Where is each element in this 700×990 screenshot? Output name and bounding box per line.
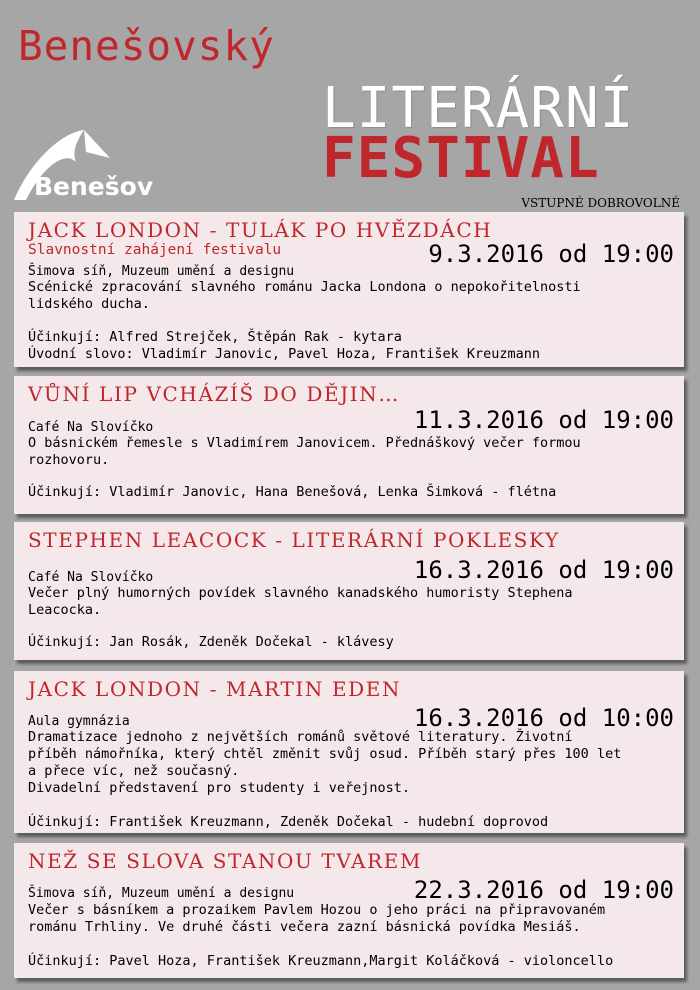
- event-description: O básnickém řemesle s Vladimírem Janovicem. Přednáškový večer formou rozhovoru.: [28, 435, 581, 468]
- event-venue: Café Na Slovíčko: [28, 570, 154, 585]
- event-description: Scénické zpracování slavného románu Jacka Londona o nepokořitelnosti lidského ducha.: [28, 279, 581, 312]
- event-venue: Šimova síň, Muzeum umění a designu: [28, 264, 295, 279]
- event-title: JACK LONDON - MARTIN EDEN: [28, 677, 402, 701]
- event-date: 11.3.2016 od 19:00: [413, 406, 674, 434]
- event-description: Dramatizace jednoho z největších románů světové literatury. Životní příběh námořníka, který chtěl změnit svůj osud. Příběh starý přes 100 let a přece víc, než současný. Divadelní představení pro studenty i veřejnost.: [28, 729, 622, 796]
- event-performers: Účinkují: František Kreuzmann, Zdeněk Dočekal - hudební doprovod: [28, 814, 549, 830]
- page-title-line3: FESTIVAL: [322, 126, 600, 191]
- event-date: 9.3.2016 od 19:00: [428, 240, 674, 268]
- logo-text: Benešov: [34, 172, 154, 201]
- event-venue: Aula gymnázia: [28, 714, 130, 729]
- event-venue: Šimova síň, Muzeum umění a designu: [28, 886, 295, 901]
- event-card-5: [14, 843, 684, 978]
- event-date: 16.3.2016 od 10:00: [413, 704, 674, 732]
- event-card-4: [14, 671, 684, 833]
- event-description: Večer s básníkem a prozaikem Pavlem Hozou o jeho práci na připravovaném románu Trhliny. Ve druhé části večera zazní básnická povídka Mesiáš.: [28, 902, 606, 935]
- event-card-1: [14, 212, 684, 367]
- event-card-3: [14, 522, 684, 660]
- entry-note: VSTUPNÉ DOBROVOLNÉ: [521, 196, 680, 210]
- event-performers: Účinkují: Pavel Hoza, František Kreuzmann,Margit Koláčková - violoncello: [28, 953, 614, 969]
- event-intro-speakers: Úvodní slovo: Vladimír Janovic, Pavel Hoza, František Kreuzmann: [28, 346, 541, 362]
- event-performers: Účinkují: Jan Rosák, Zdeněk Dočekal - klávesy: [28, 634, 394, 650]
- event-performers: Účinkují: Vladimír Janovic, Hana Benešová, Lenka Šimková - flétna: [28, 484, 557, 500]
- event-card-2: [14, 376, 684, 514]
- page-title-line2: LITERÁRNÍ: [322, 76, 635, 141]
- event-subtitle: Slavnostní zahájení festivalu: [28, 242, 282, 258]
- event-title: NEŽ SE SLOVA STANOU TVAREM: [28, 849, 423, 873]
- event-date: 16.3.2016 od 19:00: [413, 556, 674, 584]
- event-title: STEPHEN LEACOCK - LITERÁRNÍ POKLESKY: [28, 528, 560, 552]
- event-date: 22.3.2016 od 19:00: [413, 876, 674, 904]
- event-description: Večer plný humorných povídek slavného kanadského humoristy Stephena Leacocka.: [28, 585, 573, 618]
- page-title-line1: Benešovský: [18, 22, 275, 70]
- event-title: JACK LONDON - TULÁK PO HVĚZDÁCH: [28, 218, 493, 242]
- event-title: VŮNÍ LIP VCHÁZÍŠ DO DĚJIN…: [28, 382, 400, 406]
- event-venue: Café Na Slovíčko: [28, 420, 154, 435]
- event-performers: Účinkují: Alfred Strejček, Štěpán Rak - kytara: [28, 329, 402, 345]
